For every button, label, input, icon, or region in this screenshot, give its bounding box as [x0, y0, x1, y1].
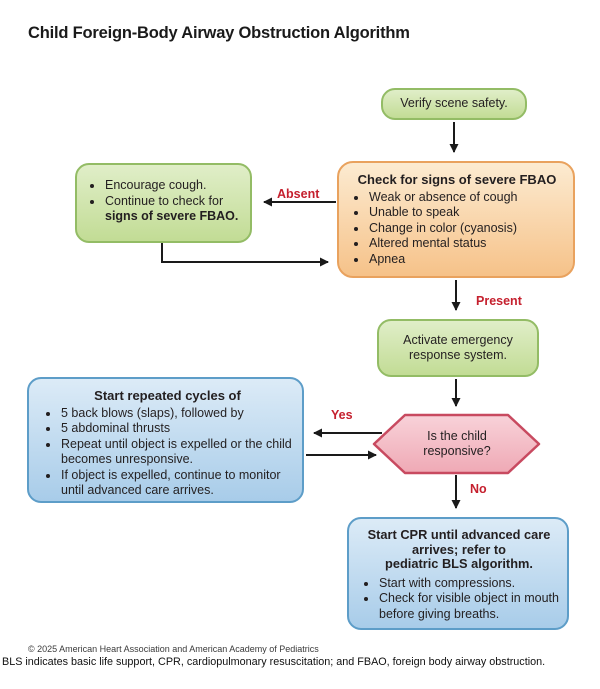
bullet-item: • 5 abdominal thrusts [60, 421, 294, 437]
decision-is-child-responsive [406, 415, 508, 473]
node-verify-label: Verify scene safety. [400, 96, 508, 111]
node-verify-scene-safety [381, 88, 527, 120]
bullet-text-bold: signs of severe FBAO. [105, 209, 239, 223]
node-start-repeated-cycles [27, 377, 304, 503]
bullet-text: Continue to check for [105, 193, 224, 208]
edge-label-absent: Absent [277, 187, 320, 201]
bullet-item: • If object is expelled, continue to monitor until advanced care arrives. [60, 468, 294, 499]
edge-label-no: No [470, 482, 487, 496]
copyright-line: © 2025 American Heart Association and American Academy of Pediatrics [28, 644, 319, 654]
cpr-title-line: arrives; refer to [412, 541, 506, 557]
cpr-title-line: Start CPR until advanced care [367, 527, 551, 542]
bullet-item: • Apnea [368, 252, 565, 268]
node-check-title: Check for signs of severe FBAO [357, 172, 557, 187]
node-cpr-title [359, 528, 559, 572]
bullet-item: • Unable to speak [368, 205, 565, 221]
bullet-item: • Weak or absence of cough [368, 190, 565, 206]
bullet-item: • Change in color (cyanosis) [368, 221, 565, 237]
bullet-item: • Encourage cough. [104, 178, 244, 194]
bullet-item: • Repeat until object is expelled or the child becomes unresponsive. [60, 437, 294, 468]
figure-caption: BLS indicates basic life support, CPR, cardiopulmonary resuscitation; and FBAO, foreign body airway obstruction. [2, 656, 546, 668]
cpr-title-line: pediatric BLS algorithm. [385, 556, 533, 571]
bullet-item: • 5 back blows (slaps), followed by [60, 406, 294, 422]
bullet-item [104, 194, 244, 225]
encourage-bullet-list [85, 178, 244, 225]
node-start-cpr [347, 517, 569, 630]
node-check-severe-fbao [337, 161, 575, 278]
node-activate-emergency-response [377, 319, 539, 377]
bullet-item: • Altered mental status [368, 236, 565, 252]
node-encourage-cough [75, 163, 252, 243]
check-bullet-list [349, 190, 565, 268]
edge-label-present: Present [476, 294, 522, 308]
bullet-item: • Start with compressions. [378, 576, 559, 592]
decision-label: Is the child responsive? [423, 429, 491, 458]
edge-label-yes: Yes [331, 408, 353, 422]
cycles-bullet-list [41, 406, 294, 499]
node-cycles-title: Start repeated cycles of [94, 388, 241, 403]
node-activate-label: Activate emergency response system. [403, 332, 513, 362]
page-title: Child Foreign-Body Airway Obstruction Algorithm [28, 24, 410, 42]
arrow-encourage-back-to-check [162, 241, 328, 262]
bullet-item: • Check for visible object in mouth before giving breaths. [378, 591, 559, 622]
cpr-bullet-list [359, 576, 559, 623]
